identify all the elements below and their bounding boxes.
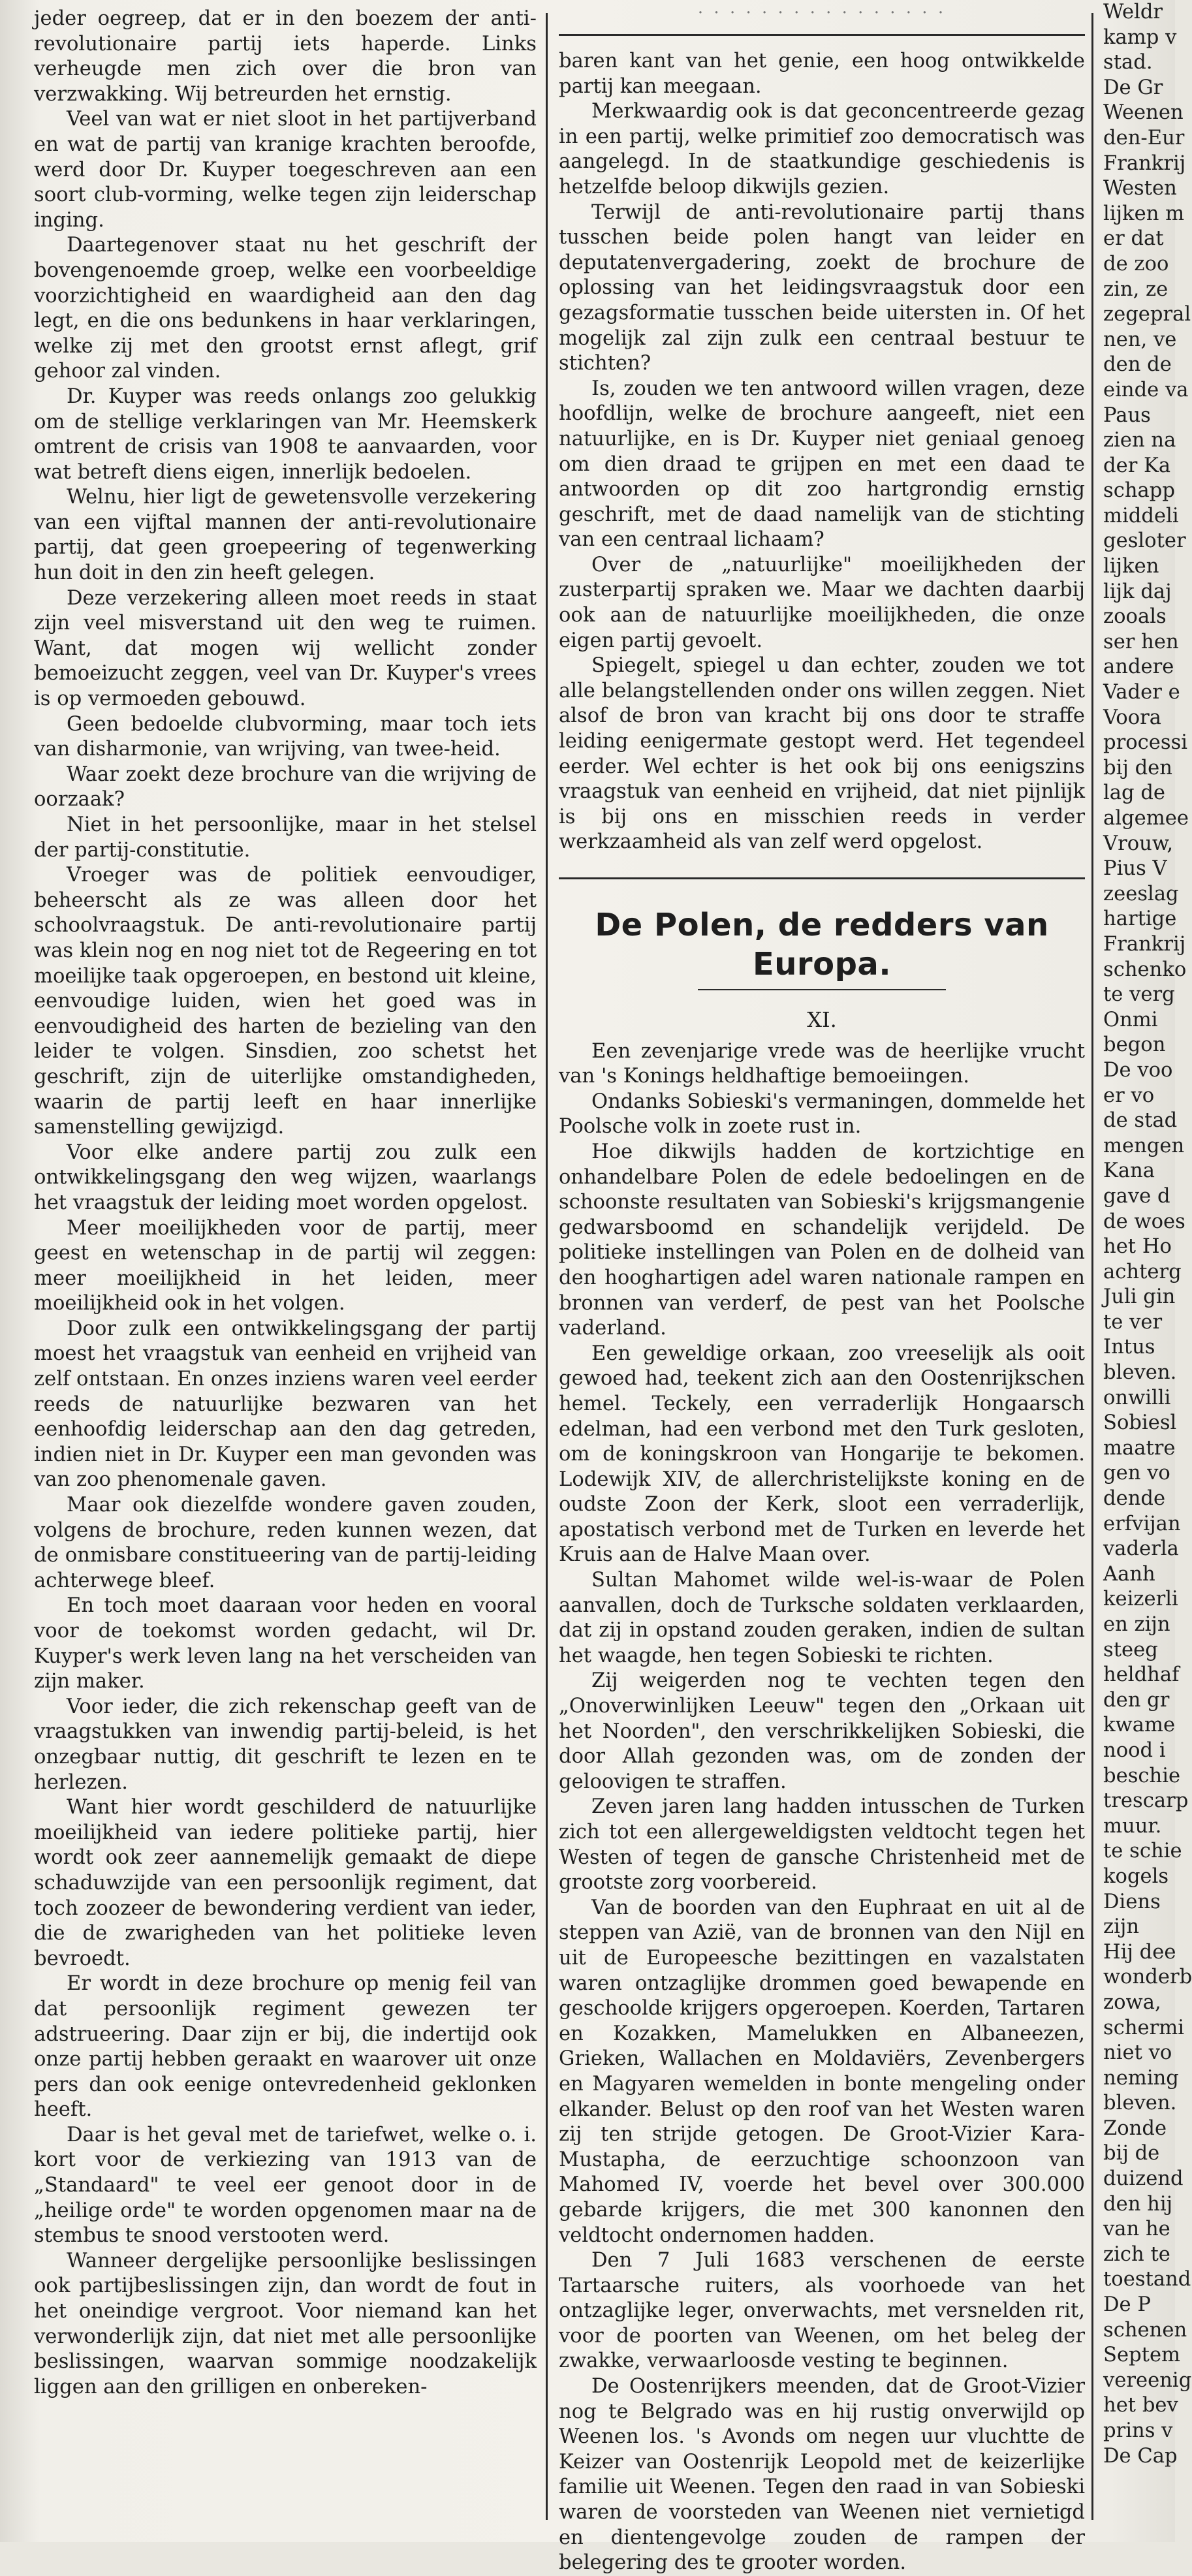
cropped-text-line: processi [1103,731,1188,755]
cropped-text-line: Onmi [1103,1008,1158,1031]
article-body [559,1039,1085,2576]
cropped-text-line: trescarp [1103,1789,1189,1813]
cropped-text-line: het Ho [1103,1235,1172,1259]
paragraph: Merkwaardig ook is dat geconcentreerde gezag in een partij, welke primitief zoo democratisch was aangelegd. In de staatkundige geschiedenis is hetzelfde beloop dikwijls gezien. [559,100,1085,198]
cropped-text-line: nood i [1103,1738,1166,1762]
cropped-text-line: De P [1103,2293,1151,2317]
cropped-text-line: te ver [1103,1310,1163,1334]
cropped-text-line: middeli [1103,504,1179,527]
cropped-text-line: Frankrij [1103,151,1186,175]
paragraph: Waar zoekt deze brochure van die wrijving de oorzaak? [34,762,537,811]
cropped-text-line: bij den [1103,756,1172,779]
cropped-text-line: lijken [1103,555,1159,578]
article-paragraph: Van de boorden van den Euphraat en uit al de steppen van Azië, van de bronnen van den Nijl en uit de Europeesche bezittingen en vazalstaten waren ontzaglijke drommen goed bewapende en geschoolde krijgers opgeroepen. Koerden, Tartaren en Kozakken, Mamelukken en Albaneezen, Grieken, Wallachen en Moldaviërs, Zevenbergers en Magyaren wemelden in bonte mengeling onder elkander. Belust op den roof van het Westen waren zij ten strijde getogen. De Groot-Vizier Kara-Mustapha, de eerzuchtige schoonzoon van Mahomed IV, voerde het bevel over 300.000 gebarde krijgers, die met 300 kanonnen den veldtocht ondernomen hadden. [559,1896,1085,2247]
cropped-text-line: vaderla [1103,1537,1179,1561]
cropped-text-line: den-Eur [1103,126,1185,149]
cropped-text-line: de woes [1103,1210,1185,1233]
left-column [34,0,537,2526]
column-divider [546,13,548,2520]
cropped-text-line: Weldr [1103,1,1163,24]
cropped-text-line: Voora [1103,706,1161,729]
right-column-lines [1103,0,1192,2469]
cropped-text-line: zooals [1103,605,1167,629]
cropped-text-line: wonderb [1103,1966,1192,1989]
paragraph: jeder oegreep, dat er in den boezem der anti-revolutionaire partij iets haperde. Links verheugde men zich over die bron van verzwakking. Wij betreurden het ernstig. [34,7,537,106]
cropped-text-line: maatre [1103,1436,1176,1460]
cropped-text-line: zegepral [1103,303,1191,326]
cropped-text-line: Aanh [1103,1562,1155,1586]
cropped-text-line: den hij [1103,2192,1173,2216]
paragraph: Daar is het geval met de tariefwet, welke o. i. kort voor de verkiezing van 1913 van de „Standaard" te veel eer genoot door in de „heilige orde" te worden opgenomen maar na de stembus te snood verstooten werd. [34,2123,537,2248]
cropped-text-line: Westen [1103,177,1177,200]
cropped-text-line: lijken m [1103,202,1185,225]
headline-underline [698,989,946,990]
cropped-text-line: De Gr [1103,76,1163,99]
paragraph: Er wordt in deze brochure op menig feil van dat persoonlijk regiment gewezen ter adstrueering. Daar zijn er bij, die indertijd ook onze partij hebben geraakt en waarover uit onze pers dan ook eenige ontevredenheid geklonken heeft. [34,1972,537,2122]
paragraph: Terwijl de anti-revolutionaire partij thans tusschen beide polen hangt van leider en deputatenvergadering, zoekt de brochure de oplossing van het leidingsvraagstuk door een gezagsformatie tusschen beide uitersten in. Of het mogelijk zal zijn zulk een centraal bestuur te stichten? [559,200,1085,375]
article-paragraph: Den 7 Juli 1683 verschenen de eerste Tartaarsche ruiters, als voorhoede van het ontzaglijke leger, onverwachts, met versnelden rit, voor de poorten van Weenen, om het beleg der zwakke, verwaarloosde vesting te beginnen. [559,2249,1085,2373]
cropped-text-line: Kana [1103,1159,1155,1183]
cropped-text-line: achterg [1103,1260,1182,1283]
cropped-text-line: Frankrij [1103,932,1186,956]
paragraph: Wanneer dergelijke persoonlijke beslissingen ook partijbeslissingen zijn, dan wordt de fout in het oneindige vergroot. Voor niemand kan het verwonderlijk zijn, dat niet met alle persoonlijke beslissingen, waarvan sommige noodzakelijk liggen aan den grilligen en onbereken- [34,2249,537,2398]
cropped-text-line: kwame [1103,1714,1176,1737]
article-headline: De Polen, de redders van Europa. [595,907,1049,982]
cropped-text-line: hartige [1103,907,1177,931]
cropped-text-line: het bev [1103,2394,1178,2417]
paragraph: Want hier wordt geschilderd de natuurlijke moeilijkheid van iedere politieke partij, hier wordt ook zeer aannemelijk gemaakt de diepe schaduwzijde van een persoonlijk regiment, dat toch zoozeer de bewondering verdient van ieder, die de zwarigheden van het politieke leven bevroedt. [34,1796,537,1970]
cropped-text-line: Juli gin [1103,1285,1176,1309]
cropped-text-line: Hij dee [1103,1940,1176,1964]
cropped-text-line: schapp [1103,479,1175,503]
cropped-text-line: Paus [1103,403,1151,427]
cropped-text-line: einde va [1103,378,1189,401]
article-paragraph: De Oostenrijkers meenden, dat de Groot-Vizier nog te Belgrado was en hij rustig onverwijld op Weenen los. 's Avonds om negen uur vluchtte de Keizer van Oostenrijk Leopold met de keizerlijke familie uit Weenen. Tegen den raad in van Sobieski waren de voorsteden van Weenen niet vernietigd en dientengevolge zouden de rampen der belegering des te grooter worden. [559,2375,1085,2575]
paragraph: Dr. Kuyper was reeds onlangs zoo gelukkig om de stellige verklaringen van Mr. Heemskerk omtrent de crisis van 1908 te aanvaarden, voor wat betreft diens eigen, innerlijk bedoelen. [34,385,537,484]
paragraph: Welnu, hier ligt de gewetensvolle verzekering van een vijftal mannen der anti-revolutionaire partij, dat geen groepeering of tegenwerking hun doit in den zin heeft gelegen. [34,486,537,585]
cropped-text-line: zeeslag [1103,882,1179,905]
cropped-text-line: zich te [1103,2242,1170,2266]
cropped-text-line: schermi [1103,2016,1185,2039]
cropped-text-line: lijk daj [1103,580,1172,603]
cropped-text-line: keizerli [1103,1588,1178,1611]
cropped-text-line: heldhaf [1103,1663,1180,1687]
section-number: XI. [807,1007,837,1032]
cropped-text-line: muur. [1103,1814,1162,1838]
paragraph: Is, zouden we ten antwoord willen vragen, deze hoofdlijn, welke de brochure aangeeft, niet een natuurlijke, en is Dr. Kuyper niet geniaal genoeg om dien draad te grijpen en met een daad te antwoorden op dit zoo hartgrondig ernstig geschrift, met de daad namelijk van de stichting van een centraal lichaam? [559,377,1085,552]
cropped-text-line: de zoo [1103,252,1169,275]
paragraph: Niet in het persoonlijke, maar in het stelsel der partij-constitutie. [34,813,537,862]
cropped-text-line: zijn [1103,1915,1140,1939]
cropped-text-line: steeg [1103,1638,1158,1661]
cropped-text-line: bleven. [1103,2092,1177,2115]
cropped-text-line: Vader e [1103,681,1180,704]
cropped-text-line: schenen [1103,2318,1187,2342]
cropped-text-line: er dat [1103,227,1164,251]
cropped-text-line: te verg [1103,983,1175,1007]
cropped-text-line: erfvijan [1103,1512,1181,1535]
middle-column-top-paragraphs [559,49,1085,855]
cropped-text-line: en zijn [1103,1613,1170,1636]
article-paragraph: Een zevenjarige vrede was de heerlijke vrucht van 's Konings heldhaftige bemoeiingen. [559,1039,1085,1088]
cropped-text-line: bij de [1103,2142,1160,2165]
cropped-text-line: Weenen [1103,101,1184,125]
cropped-text-line: niet vo [1103,2041,1172,2065]
cropped-text-line: dende [1103,1487,1166,1511]
cropped-text-line: Diens [1103,1890,1161,1913]
cropped-text-line: neming [1103,2066,1179,2090]
paragraph: Over de „natuurlijke" moeilijkheden der zusterpartij spraken we. Maar we dachten daarbij ook aan de natuurlijke moeilijkheden, die onze eigen partij gevoelt. [559,553,1085,652]
cropped-text-line: kamp v [1103,25,1177,49]
paragraph: baren kant van het genie, een hoog ontwikkelde partij kan meegaan. [559,50,1085,98]
cropped-text-line: algemee [1103,807,1189,830]
column-divider [1091,13,1093,2520]
cropped-text-line: den gr [1103,1688,1170,1712]
article-paragraph: Ondanks Sobieski's vermaningen, dommelde het Poolsche volk in zoete rust in. [559,1090,1085,1139]
cropped-text-line: gave d [1103,1184,1170,1208]
cropped-text-line: lag de [1103,781,1166,805]
left-column-paragraphs [34,7,537,2400]
cropped-text-line: vereenig [1103,2368,1192,2392]
paragraph: Spiegelt, spiegel u dan echter, zouden we tot alle belangstellenden onder ons willen zeggen. Niet alsof de bron van kracht bij ons door te straffe leiding eenigermate gestopt werd. Het tegendeel eerder. Wel echter is het ook bij ons eenigszins vraagstuk van eenheid en vrijheid, dat niet pijnlijk is bij ons en misschien reeds in verder werkzaamheid als van zelf werd opgelost. [559,654,1085,854]
cropped-text-line: De voo [1103,1058,1173,1082]
cropped-text-line: mengen [1103,1134,1185,1157]
cropped-text-line: zin, ze [1103,277,1168,301]
article-paragraph: Sultan Mahomet wilde wel-is-waar de Polen aanvallen, doch de Turksche soldaten verklaarden, dat zij in opstand zouden geraken, indien de sultan het waagde, hen tegen Sobieski te richten. [559,1569,1085,1667]
paragraph: Deze verzekering alleen moet reeds in staat zijn veel misverstand uit den weg te ruimen. Want, dat mogen wij wellicht zonder bemoeizucht zeggen, veel van Dr. Kuyper's vrees is op vermoeden gebouwd. [34,586,537,711]
paragraph: Veel van wat er niet sloot in het partijverband en wat de partij van kranige krachten beroofde, werd door Dr. Kuyper toegeschreven aan een soort club-vorming, welke tegen zijn leiderschap inging. [34,108,537,232]
cropped-text-line: ser hen [1103,630,1179,653]
cropped-text-line: stad. [1103,51,1153,74]
article-paragraph: Hoe dikwijls hadden de kortzichtige en onhandelbare Polen de edele bedoelingen en de schoonste resultaten van Sobieski's krijgsmangenie gedwarsboomd en schandelijk verijdeld. De politieke instellingen van Polen en de dolheid van den hooghartigen adel waren nationale rampen en bronnen van verderf, de pest van het Poolsche vaderland. [559,1140,1085,1340]
cropped-text-line: duizend [1103,2167,1184,2191]
paragraph: Voor ieder, die zich rekenschap geeft van de vraagstukken van inwendig partij-beleid, is het onzegbaar nuttig, dit geschrift te lezen en te herlezen. [34,1695,537,1794]
cropped-text-line: beschie [1103,1764,1181,1787]
cropped-text-line: er vo [1103,1084,1155,1107]
cropped-text-line: De Cap [1103,2444,1178,2468]
paragraph: Geen bedoelde clubvorming, maar toch iets van disharmonie, van wrijving, van twee-heid. [34,712,537,761]
section-divider [559,877,1085,879]
paragraph: Door zulk een ontwikkelingsgang der partij moest het vraagstuk van eenheid en vrijheid van zelf ontstaan. En onzes inziens waren veel eerder reeds de natuurlijke bezwaren van het eenhoofdig leiderschap aan den dag getreden, indien niet in Dr. Kuyper een man gevonden was van zoo phenomenale gaven. [34,1317,537,1492]
cropped-text-line: gesloter [1103,529,1186,553]
cropped-text-line: te schie [1103,1840,1182,1863]
cropped-text-line: de stad [1103,1109,1178,1133]
cropped-text-line: zowa, [1103,1990,1161,2014]
cropped-text-line: Septem [1103,2344,1181,2367]
middle-column [559,0,1085,2575]
right-column-cropped [1103,0,1192,2520]
paragraph: Vroeger was de politiek eenvoudiger, beheerscht als ze was alleen door het schoolvraagstuk. De anti-revolutionaire partij was klein nog en nog niet tot de Regeering en tot moeilijke taak opgeroepen, en bestond uit kleine, eenvoudige luiden, wien het goed was in eenvoudigheid des harten de bezieling van den leider te volgen. Sinsdien, zoo schetst het geschrift, zijn de uiterlijke omstandigheden, waarin de partij leeft en haar innerlijke samenstelling gewijzigd. [34,864,537,1139]
cropped-text-line: gen vo [1103,1462,1170,1485]
cropped-text-line: Vrouw, [1103,832,1174,855]
cropped-text-line: der Ka [1103,454,1171,477]
cropped-text-line: Zonde [1103,2116,1167,2140]
paragraph: Maar ook diezelfde wondere gaven zouden, volgens de brochure, reden kunnen wezen, dat de onmisbare constitueering van de partij-leiding achterwege bleef. [34,1494,537,1592]
cropped-text-line: schenko [1103,958,1187,981]
cropped-text-line: bleven. [1103,1361,1177,1385]
paragraph: Voor elke andere partij zou zulk een ontwikkelingsgang den weg wijzen, waarlangs het vraagstuk der leiding moet worden opgelost. [34,1140,537,1214]
paragraph: Daartegenover staat nu het geschrift der bovengenoemde groep, welke een voorbeeldige voorzichtigheid en waardigheid aan den dag legt, en die ons bedunkens in haar verklaringen, welke zij met den grootst ernst aflegt, grif gehoor zal vinden. [34,234,537,383]
cropped-text-line: den de [1103,353,1172,377]
cropped-text-line: zien na [1103,429,1176,452]
article-paragraph: Een geweldige orkaan, zoo vreeselijk als ooit gewoed had, teekent zich aan den Oostenrijkschen hemel. Teckely, een verraderlijk Hongaarsch edelman, had een verbond met den Turk gesloten, om de koningskroon van Hongarije te bekomen. Lodewijk XIV, de allerchristelijkste koning en de oudste Zoon der Kerk, sloot een verraderlijk, apostatisch verbond met de Turken en leverde het Kruis aan de Halve Maan over. [559,1342,1085,1567]
cropped-text-line: Pius V [1103,857,1167,881]
cropped-text-line: van he [1103,2218,1170,2241]
cropped-text-line: Sobiesl [1103,1411,1177,1435]
cropped-text-line: toestand [1103,2268,1191,2291]
masthead-strip: · · · · · · · · · · · · · · · · [559,0,1085,36]
cropped-text-line: prins v [1103,2419,1173,2442]
cropped-text-line: Intus [1103,1336,1155,1359]
paragraph: Meer moeilijkheden voor de partij, meer geest en wetenschap in de partij wil zeggen: meer moeilijkheid in het leiden, meer moeilijkheid ook in het volgen. [34,1216,537,1315]
cropped-text-line: begon [1103,1033,1166,1057]
article-paragraph: Zeven jaren lang hadden intusschen de Turken zich tot een allergeweldigsten veldtocht tegen het Westen of tegen de gansche Christenheid met de grootste zorg voorbereid. [559,1795,1085,1894]
cropped-text-line: nen, ve [1103,328,1177,351]
article-paragraph: Zij weigerden nog te vechten tegen den „Onoverwinlijken Leeuw" tegen den „Orkaan uit het Noorden", den verschrikkelijken Sobieski, die door Allah gezonden was, om de zonden der geloovigen te straffen. [559,1669,1085,1793]
cropped-text-line: onwilli [1103,1386,1171,1409]
cropped-text-line: andere [1103,655,1174,679]
cropped-text-line: kogels [1103,1864,1169,1888]
paragraph: En toch moet daaraan voor heden en vooral voor de toekomst worden gedacht, wil Dr. Kuyper's werk leven lang na het verscheiden van zijn maker. [34,1594,537,1693]
